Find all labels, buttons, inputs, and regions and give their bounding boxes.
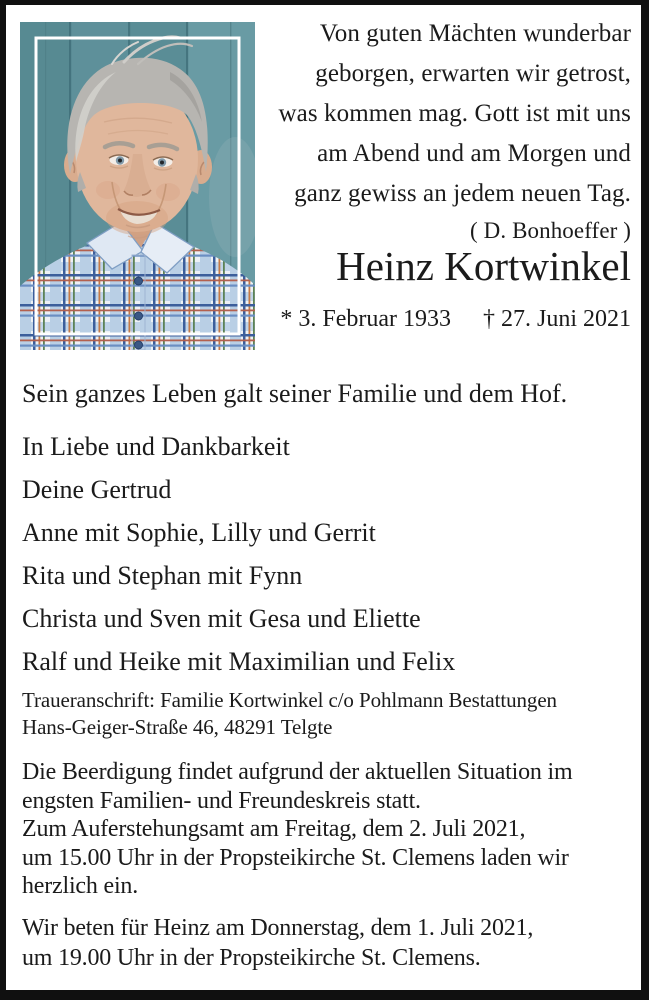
quote-attribution: ( D. Bonhoeffer ) <box>470 218 631 243</box>
prayer-info <box>22 913 533 973</box>
quote-line: was kommen mag. Gott ist mit uns <box>278 100 631 127</box>
funeral-info <box>22 758 572 901</box>
birth-date: * 3. Februar 1933 <box>280 306 451 332</box>
life-dates <box>280 302 631 336</box>
notice-inner-area <box>6 5 641 990</box>
portrait-illustration <box>20 22 255 350</box>
mourner-line: Christa und Sven mit Gesa und Eliette <box>22 604 421 633</box>
funeral-line: um 15.00 Uhr in der Propsteikirche St. Clemens laden wir <box>22 844 569 871</box>
tribute-line: Sein ganzes Leben galt seiner Familie und dem Hof. <box>22 379 568 408</box>
prayer-line: um 19.00 Uhr in der Propsteikirche St. Clemens. <box>22 945 481 971</box>
mourner-line: Ralf und Heike mit Maximilian und Felix <box>22 647 456 676</box>
condolence-address <box>22 687 557 741</box>
deceased-name: Heinz Kortwinkel <box>336 243 631 289</box>
mourners-list <box>22 425 455 683</box>
address-line: Traueranschrift: Familie Kortwinkel c/o Pohlmann Bestattungen <box>22 688 557 712</box>
prayer-line: Wir beten für Heinz am Donnerstag, dem 1. Juli 2021, <box>22 915 534 941</box>
funeral-line: herzlich ein. <box>22 873 139 899</box>
mourner-line: Anne mit Sophie, Lilly und Gerrit <box>22 518 376 547</box>
memorial-quote <box>279 14 632 248</box>
quote-line: am Abend und am Morgen und <box>317 140 631 167</box>
quote-line: geborgen, erwarten wir getrost, <box>315 60 631 87</box>
quote-line: ganz gewiss an jedem neuen Tag. <box>294 180 631 207</box>
funeral-line: Die Beerdigung findet aufgrund der aktuellen Situation im <box>22 759 573 785</box>
quote-line: Von guten Mächten wunderbar <box>319 20 631 47</box>
funeral-line: engsten Familien- und Freundeskreis statt. <box>22 787 421 814</box>
address-line: Hans-Geiger-Straße 46, 48291 Telgte <box>22 715 333 739</box>
mourner-line: Deine Gertrud <box>22 475 172 504</box>
funeral-line: Zum Auferstehungsamt am Freitag, dem 2. Juli 2021, <box>22 816 526 842</box>
mourner-line: In Liebe und Dankbarkeit <box>22 432 290 461</box>
portrait-photo <box>20 22 255 350</box>
death-date: † 27. Juni 2021 <box>482 306 631 332</box>
mourner-line: Rita und Stephan mit Fynn <box>22 561 303 590</box>
